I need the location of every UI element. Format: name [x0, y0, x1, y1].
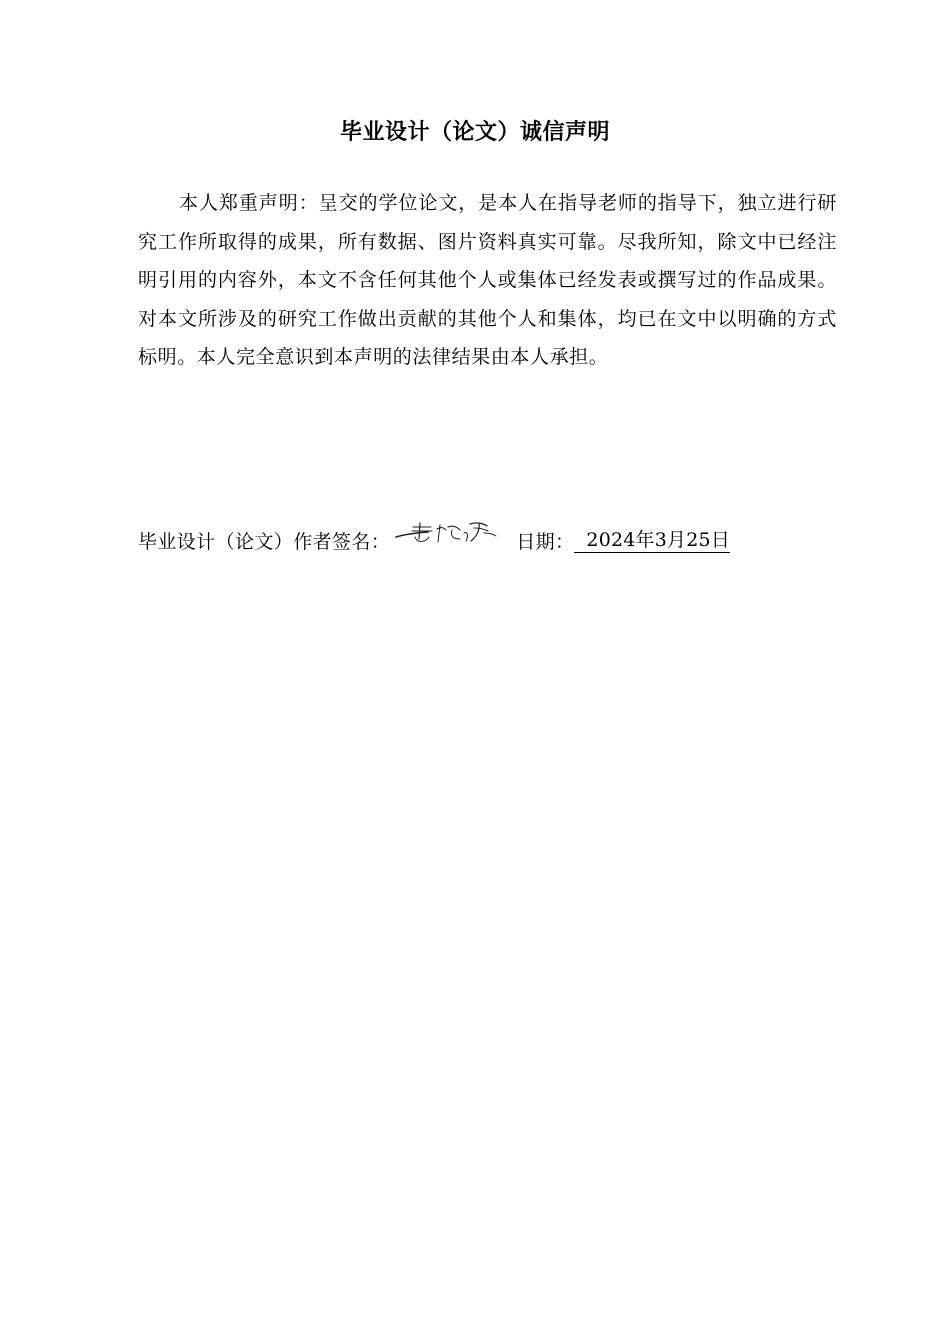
page-title: 毕业设计（论文）诚信声明 [339, 120, 610, 145]
signature-line [138, 520, 858, 560]
date-label: 日期： [516, 530, 575, 553]
signature-date: 2024年3月25日 [574, 528, 730, 553]
declaration-body: 本人郑重声明：呈交的学位论文，是本人在指导老师的指导下，独立进行研究工作所取得的成果，所有数据、图片资料真实可靠。尽我所知，除文中已经注明引用的内容外，本文不含任何其他个人或集体已经发表或撰写过的作品成果。对本文所涉及的研究工作做出贡献的其他个人和集体，均已在文中以明确的方式标明。本人完全意识到本声明的法律结果由本人承担。 [138, 192, 837, 368]
author-signature-label: 毕业设计（论文）作者签名： [138, 530, 391, 553]
handwritten-signature-image [392, 519, 498, 549]
